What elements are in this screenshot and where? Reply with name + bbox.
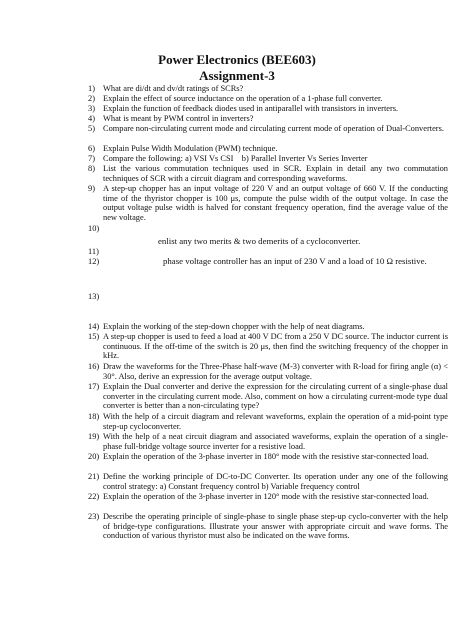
question-number: 5): [88, 124, 95, 133]
question-number: 15): [88, 332, 100, 341]
question-number: 1): [88, 84, 95, 93]
question-number: 7): [88, 154, 95, 163]
question-text: phase voltage controller has an input of 230 V and a load of 10 Ω resistive.: [163, 256, 427, 266]
question-text: Draw the waveforms for the Three-Phase half-wave (M-3) converter with R-load for firing angle (α) < 30°. Also, derive an expression for the average output voltage.: [103, 362, 448, 381]
question-text: What is meant by PWM control in inverters?: [103, 114, 254, 123]
question-number: 22): [88, 492, 100, 501]
question-number: 21): [88, 472, 100, 481]
assignment-title: Assignment-3: [199, 68, 275, 83]
question-text: What are di/dt and dv/dt ratings of SCRs?: [103, 84, 244, 93]
question-number: 13): [88, 292, 100, 301]
question-number: 6): [88, 144, 95, 153]
question-text: With the help of a circuit diagram and relevant waveforms, explain the operation of a mid-point type step-up cycloconverter.: [103, 412, 448, 431]
question-number: 9): [88, 184, 95, 193]
question-number: 4): [88, 114, 95, 123]
course-title: Power Electronics (BEE603): [158, 52, 316, 67]
question-number: 20): [88, 452, 100, 461]
question-number: 10): [88, 224, 100, 233]
question-number: 23): [88, 512, 100, 521]
question-number: 2): [88, 94, 95, 103]
question-number: 17): [88, 382, 100, 391]
question-text: Explain the operation of the 3-phase inverter in 180° mode with the resistive star-connected load.: [103, 452, 429, 461]
question-number: 18): [88, 412, 100, 421]
question-text: Explain Pulse Width Modulation (PWM) technique.: [103, 144, 278, 153]
question-number: 14): [88, 322, 100, 331]
question-text: Explain the function of feedback diodes used in antiparallel with transistors in inverters.: [103, 104, 399, 113]
question-text: Explain the working of the step-down chopper with the help of neat diagrams.: [103, 322, 365, 331]
question-text: Define the working principle of DC-to-DC Converter. Its operation under any one of the following control strategy: a) Constant frequency control b) Variable frequency control: [103, 472, 448, 491]
question-text: Explain the effect of source inductance on the operation of a 1-phase full converter.: [103, 94, 383, 103]
question-text: Compare non-circulating current mode and circulating current mode of operation of Dual-Converters.: [103, 124, 444, 133]
question-text: List the various commutation techniques used in SCR. Explain in detail any two commutation techniques of SCR with a circuit diagram and corresponding waveforms.: [103, 164, 448, 183]
question-text: Explain the operation of the 3-phase inverter in 120° mode with the resistive star-connected load.: [103, 492, 429, 501]
question-number: 11): [88, 247, 99, 256]
question-number: 16): [88, 362, 100, 371]
question-text: enlist any two merits & two demerits of a cycloconverter.: [158, 236, 361, 246]
question-text: A step-up chopper is used to feed a load at 400 V DC from a 250 V DC source. The inductor current is continuous. If the off-time of the switch is 20 μs, then find the switching frequency of the chopper in kHz.: [103, 332, 448, 361]
question-text: Describe the operating principle of single-phase to single phase step-up cyclo-converter with the help of bridge-type configurations. Illustrate your answer with appropriate circuit and wave forms. The conduction of various thyristor must also be indicated on the wave forms.: [103, 512, 448, 541]
question-number: 19): [88, 432, 100, 441]
question-text: Compare the following: a) VSI Vs CSI b) Parallel Inverter Vs Series Inverter: [103, 154, 368, 163]
question-number: 3): [88, 104, 95, 113]
document-header: [0, 52, 474, 84]
question-text: With the help of a neat circuit diagram and associated waveforms, explain the operation of a single-phase full-bridge voltage source inverter for a resistive load.: [103, 432, 448, 451]
question-text: A step-up chopper has an input voltage of 220 V and an output voltage of 660 V. If the conducting time of the thyristor chopper is 100 μs, compute the pulse width of the output voltage. In case the output voltage pulse width is halved for constant frequency operation, find the average value of the new voltage.: [103, 184, 448, 222]
question-number: 12): [88, 257, 100, 266]
question-text: Explain the Dual converter and derive the expression for the circulating current of a single-phase dual converter in the circulating current mode. Also, comment on how a circulating current-mode type dual converter is better than a non-circulating type?: [103, 382, 448, 411]
question-number: 8): [88, 164, 95, 173]
